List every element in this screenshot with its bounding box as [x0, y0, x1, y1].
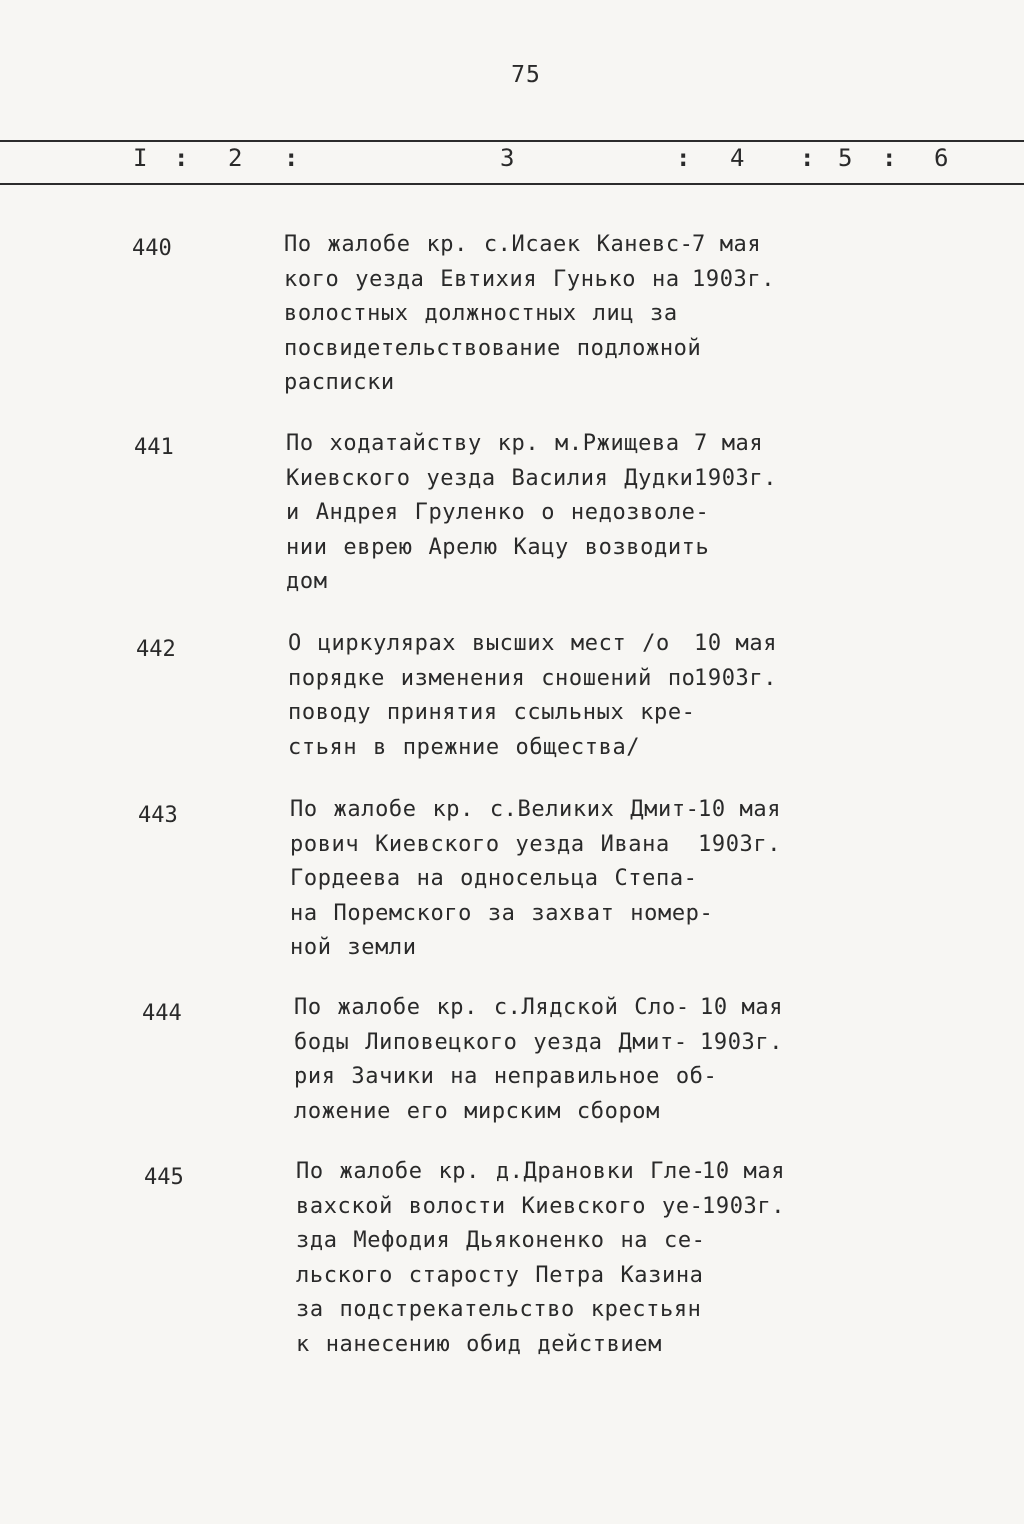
- page-number: 75: [511, 62, 541, 88]
- column-separator: :: [882, 144, 897, 172]
- description-line: ложение его мирским сбором: [294, 1098, 660, 1124]
- column-separator: :: [800, 144, 815, 172]
- date-day: 7 мая: [692, 232, 762, 257]
- description-line: По ходатайству кр. м.Ржищева: [286, 431, 680, 456]
- description-line: ной земли: [290, 935, 417, 960]
- entry-description: [288, 627, 708, 765]
- description-line: расписки: [284, 370, 395, 395]
- description-line: к нанесению обид действием: [296, 1331, 662, 1357]
- entry-date: [702, 1155, 812, 1224]
- description-line: нии еврею Арелю Кацу возводить: [286, 534, 710, 560]
- date-day: 7 мая: [694, 431, 764, 456]
- header-bottom-rule: [0, 183, 1024, 185]
- description-line: По жалобе кр. с.Исаек Каневс-: [284, 232, 694, 257]
- description-line: По жалобе кр. д.Драновки Гле-: [296, 1159, 706, 1184]
- entry-description: [294, 991, 718, 1129]
- description-line: вахской волости Киевского уе-: [296, 1193, 704, 1219]
- date-year: 1903г.: [698, 831, 782, 857]
- description-line: кого уезда Евтихия Гунько на: [284, 266, 680, 292]
- header-top-rule: [0, 140, 1024, 142]
- entry-description: [286, 427, 710, 600]
- column-6-header: 6: [934, 144, 949, 172]
- description-line: посвидетельствование подложной: [284, 335, 702, 361]
- date-day: 10 мая: [694, 631, 778, 656]
- entry-number: 445: [144, 1165, 184, 1190]
- description-line: рович Киевского уезда Ивана: [290, 831, 670, 857]
- column-separator: :: [174, 144, 189, 172]
- description-line: О циркулярах высших мест /о: [288, 631, 670, 656]
- entry-number: 443: [138, 803, 178, 828]
- description-line: волостных должностных лиц за: [284, 301, 678, 326]
- description-line: на Поремского за захват номер-: [290, 900, 714, 926]
- column-separator: :: [676, 144, 691, 172]
- description-line: зда Мефодия Дьяконенко на се-: [296, 1228, 706, 1253]
- description-line: По жалобе кр. с.Великих Дмит-: [290, 797, 700, 822]
- column-4-header: 4: [730, 144, 745, 172]
- entry-description: [284, 228, 704, 401]
- description-line: Киевского уезда Василия Дудки: [286, 465, 694, 491]
- description-line: порядке изменения сношений по: [288, 665, 696, 691]
- entry-date: [692, 228, 802, 297]
- description-line: за подстрекательство крестьян: [296, 1297, 702, 1322]
- description-line: Гордеева на односельца Степа-: [290, 866, 698, 891]
- description-line: стьян в прежние общества/: [288, 734, 641, 760]
- entry-number: 440: [132, 236, 172, 261]
- date-day: 10 мая: [700, 995, 784, 1020]
- date-year: 1903г.: [694, 465, 778, 491]
- entry-number: 441: [134, 435, 174, 460]
- entry-number: 444: [142, 1001, 182, 1026]
- entry-date: [698, 793, 808, 862]
- entry-number: 442: [136, 637, 176, 662]
- description-line: льского старосту Петра Казина: [296, 1262, 704, 1288]
- entry-description: [290, 793, 714, 966]
- description-line: и Андрея Груленко о недозволе-: [286, 500, 710, 525]
- column-separator: :: [284, 144, 299, 172]
- date-year: 1903г.: [702, 1193, 786, 1219]
- date-year: 1903г.: [700, 1029, 784, 1055]
- column-2-header: 2: [228, 144, 243, 172]
- date-day: 10 мая: [702, 1159, 786, 1184]
- entry-date: [694, 427, 804, 496]
- description-line: дом: [286, 569, 328, 594]
- date-day: 10 мая: [698, 797, 782, 822]
- date-year: 1903г.: [692, 266, 776, 292]
- column-1-header: I: [133, 144, 148, 172]
- entry-date: [700, 991, 810, 1060]
- description-line: рия Зачики на неправильное об-: [294, 1064, 718, 1089]
- entry-date: [694, 627, 804, 696]
- entry-description: [296, 1155, 716, 1362]
- column-3-header: 3: [500, 144, 515, 172]
- date-year: 1903г.: [694, 665, 778, 691]
- description-line: боды Липовецкого уезда Дмит-: [294, 1029, 688, 1055]
- description-line: По жалобе кр. с.Лядской Сло-: [294, 995, 690, 1020]
- description-line: поводу принятия ссыльных кре-: [288, 700, 696, 725]
- column-5-header: 5: [838, 144, 853, 172]
- column-header-row: [0, 144, 1024, 176]
